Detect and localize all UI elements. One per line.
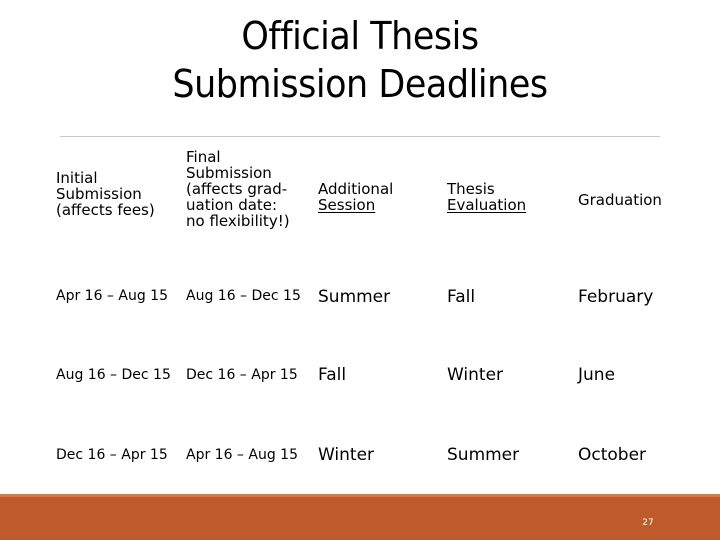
date-start: Dec 16 – xyxy=(56,447,122,463)
date-start: Aug 16 – xyxy=(186,288,252,304)
header-text: (affects grad- xyxy=(186,180,288,198)
table-row-1-evaluation: Fall xyxy=(447,287,476,307)
table-row-2-evaluation: Winter xyxy=(447,365,504,385)
table-row-2-final xyxy=(186,367,298,383)
page-number: 27 xyxy=(642,518,654,528)
header-text: (affects fees) xyxy=(56,201,155,219)
date-start: Apr 16 – xyxy=(56,288,119,304)
header-text: Graduation xyxy=(578,191,662,209)
header-text: Thesis xyxy=(447,180,495,198)
header-text: Initial xyxy=(56,169,98,187)
date-end: Apr 15 xyxy=(251,367,298,383)
header-graduation xyxy=(578,192,662,208)
table-row-3-initial xyxy=(56,447,168,463)
title-line-2: Submission Deadlines xyxy=(172,62,548,106)
table-row-2-graduation: June xyxy=(578,365,616,385)
table-row-3-evaluation: Summer xyxy=(447,445,520,465)
date-end: Apr 15 xyxy=(121,447,168,463)
date-end: Dec 15 xyxy=(121,367,171,383)
date-end: Aug 15 xyxy=(248,447,298,463)
header-text: Final xyxy=(186,148,221,166)
title-divider xyxy=(60,136,660,137)
table-row-1-initial xyxy=(56,288,168,304)
header-additional-session xyxy=(318,181,393,213)
table-row-1-session: Summer xyxy=(318,287,391,307)
table-row-2-session: Fall xyxy=(318,365,347,385)
header-text: Submission xyxy=(56,185,142,203)
header-text: Submission xyxy=(186,164,272,182)
table-row-2-initial xyxy=(56,367,171,383)
table-row-3-final xyxy=(186,447,298,463)
slide-title xyxy=(29,12,691,108)
footer-bar xyxy=(0,497,720,540)
header-text: Additional xyxy=(318,180,394,198)
header-thesis-evaluation xyxy=(447,181,526,213)
table-row-1-final xyxy=(186,288,301,304)
table-row-3-graduation: October xyxy=(578,445,647,465)
date-end: Aug 15 xyxy=(118,288,168,304)
date-end: Dec 15 xyxy=(251,288,301,304)
header-text: Session xyxy=(318,196,376,214)
table-row-1-graduation: February xyxy=(578,287,654,307)
header-text: uation date: xyxy=(186,196,278,214)
date-start: Aug 16 – xyxy=(56,367,122,383)
header-final-submission xyxy=(186,149,290,229)
header-initial-submission xyxy=(56,170,155,218)
header-text: Evaluation xyxy=(447,196,527,214)
title-line-1: Official Thesis xyxy=(241,14,479,58)
table-row-3-session: Winter xyxy=(318,445,375,465)
header-text: no flexibility!) xyxy=(186,212,290,230)
date-start: Apr 16 – xyxy=(186,447,249,463)
date-start: Dec 16 – xyxy=(186,367,252,383)
